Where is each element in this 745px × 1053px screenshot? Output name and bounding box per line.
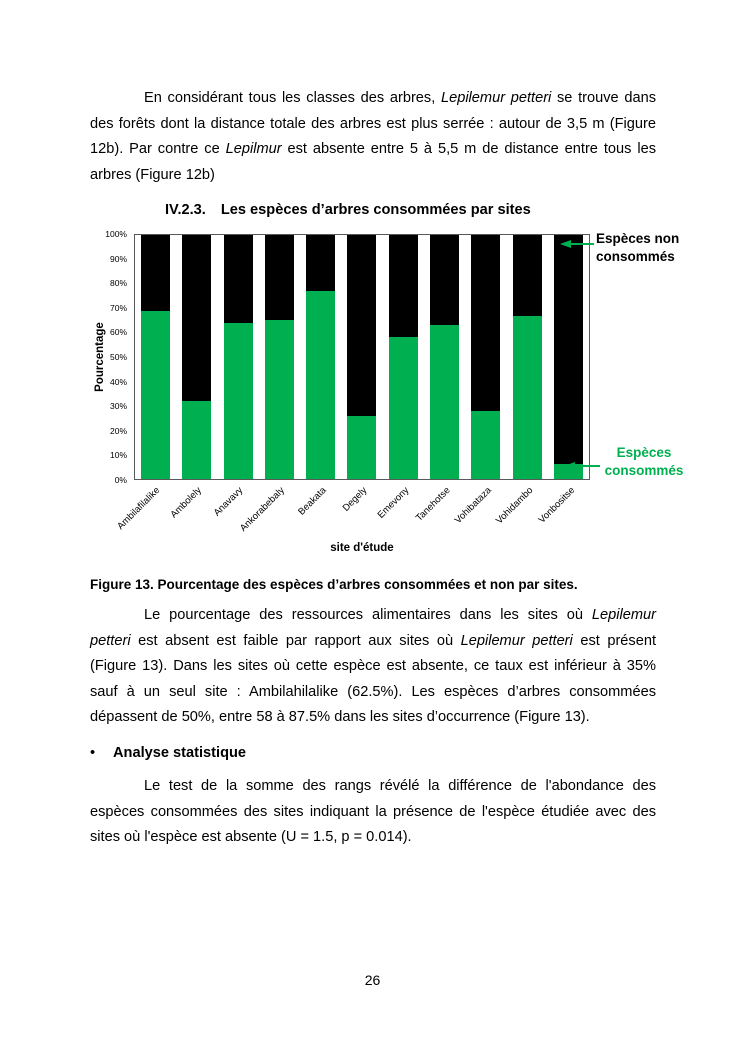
legend-non-consumed-label: Espèces non consommés	[596, 231, 680, 265]
text-run: Le test de la somme des rangs révélé la différence de l'abondance des espèces consommées des sites indiquant la présence de l'espèce étudiée avec des sites où l'espèce est absente (U = 1.5, p = 0.014).	[90, 778, 656, 845]
bar-Ankorabebaly	[265, 235, 294, 479]
y-tick-label: 90%	[109, 253, 127, 264]
x-tick-label: Ambolely	[168, 485, 204, 521]
bar-segment-non-consumed	[389, 235, 418, 337]
y-axis-ticks	[88, 229, 130, 485]
paragraph-results	[90, 603, 656, 731]
y-tick-label: 10%	[109, 450, 127, 461]
species-name-italic: Lepilemur petteri	[90, 607, 656, 649]
arrow-to-consumed-icon	[564, 460, 602, 472]
bar-segment-non-consumed	[306, 235, 335, 291]
x-tick-label: Anavavy	[211, 485, 246, 519]
bar-Vonbositse	[554, 235, 583, 479]
bar-Anavavy	[224, 235, 253, 479]
x-tick-label: Degely	[341, 485, 370, 514]
bar-segment-non-consumed	[182, 235, 211, 401]
bar-segment-non-consumed	[513, 235, 542, 316]
y-tick-label: 70%	[109, 302, 127, 313]
bar-Vohibataza	[471, 235, 500, 479]
bar-segment-non-consumed	[430, 235, 459, 325]
bar-Tanehotse	[430, 235, 459, 479]
x-label-cell	[536, 483, 590, 545]
bar-segment-consumed	[265, 320, 294, 479]
x-tick-label: Vonbositse	[536, 485, 578, 526]
y-axis-title: Pourcentage	[94, 322, 106, 392]
bar-segment-consumed	[141, 311, 170, 479]
bullet-heading-text: Analyse statistique	[113, 744, 247, 761]
x-tick-label: Beakata	[295, 485, 329, 518]
page-content	[90, 86, 684, 851]
x-axis-title: site d'étude	[330, 542, 394, 554]
paragraph-statistics	[90, 774, 656, 851]
species-name-italic: Lepilemur petteri	[440, 90, 552, 106]
y-tick-label: 60%	[109, 327, 127, 338]
paragraph-intro	[90, 86, 656, 188]
page-number: 26	[364, 972, 381, 988]
text-run: est absent est faible par rapport aux sites où	[130, 632, 461, 649]
bar-segment-consumed	[224, 323, 253, 479]
bar-Emevony	[389, 235, 418, 479]
bar-segment-consumed	[471, 411, 500, 479]
text-run: Le pourcentage des ressources alimentaires dans les sites où	[144, 607, 592, 623]
section-heading	[165, 198, 656, 223]
text-run: est absente entre 5 à 5,5 m de distance entre tous les arbres (Figure 12b)	[90, 141, 656, 183]
x-label-cell	[238, 483, 299, 545]
bar-segment-consumed	[347, 416, 376, 479]
arrow-to-non-consumed-icon	[560, 238, 596, 250]
x-tick-label: Ambilafilalike	[115, 485, 163, 532]
x-axis-labels	[115, 483, 590, 545]
y-tick-label: 100%	[105, 229, 127, 239]
text-run: se trouve dans des forêts dont la distance totale des arbres est plus serrée : autour de 3,5 m (Figure 12b). Par contre ce	[90, 90, 656, 157]
bar-segment-non-consumed	[471, 235, 500, 411]
bar-segment-consumed	[513, 316, 542, 479]
x-label-cell	[168, 483, 216, 545]
x-label-cell	[295, 483, 341, 545]
section-number: IV.2.3.	[165, 202, 206, 218]
figure-13-chart	[88, 226, 688, 561]
bar-segment-non-consumed	[141, 235, 170, 311]
plot-area	[134, 234, 590, 480]
x-tick-label: Emevony	[375, 485, 412, 521]
bar-Ambilafilalike	[141, 235, 170, 479]
x-tick-label: Vohibataza	[453, 485, 495, 527]
bullet-analyse-statistique	[90, 741, 656, 767]
bar-Beakata	[306, 235, 335, 479]
bar-Ambolely	[182, 235, 211, 479]
bar-segment-non-consumed	[265, 235, 294, 320]
y-tick-label: 0%	[114, 475, 127, 485]
bar-segment-non-consumed	[347, 235, 376, 416]
x-tick-label: Ankorabebaly	[238, 485, 287, 534]
x-tick-label: Vohidambo	[494, 485, 536, 527]
section-title: Les espèces d’arbres consommées par sites	[220, 202, 531, 218]
y-tick-label: 20%	[109, 425, 127, 436]
y-tick-label: 40%	[109, 376, 127, 387]
y-tick-label: 50%	[109, 352, 127, 362]
figure-caption: Figure 13. Pourcentage des espèces d’arbres consommées et non par sites.	[90, 577, 578, 592]
bar-segment-consumed	[430, 325, 459, 479]
bar-segment-non-consumed	[224, 235, 253, 323]
bar-segment-consumed	[182, 401, 211, 479]
y-tick-label: 80%	[109, 278, 127, 289]
legend-consumed-label: Espèces consommés	[604, 445, 684, 479]
x-tick-label: Tanehotse	[413, 485, 453, 524]
bar-Degely	[347, 235, 376, 479]
bullet-icon: •	[90, 744, 96, 761]
bar-segment-consumed	[306, 291, 335, 479]
species-name-italic: Lepilemur petteri	[460, 632, 573, 649]
bar-segment-consumed	[389, 337, 418, 479]
species-name-italic: Lepilmur	[225, 141, 282, 157]
bar-segment-non-consumed	[554, 235, 583, 464]
bar-Vohidambo	[513, 235, 542, 479]
text-run: est présent (Figure 13). Dans les sites où cette espèce est absente, ce taux est inférieur à 35% sauf à un seul site : Ambilahilalike (62.5%). Les espèces d’arbres consommées dépassent de 50%, entre 58 à 87.5% dans les sites d’occurrence (Figure 13).	[90, 632, 657, 725]
text-run: En considérant tous les classes des arbres,	[144, 90, 441, 106]
bars	[135, 235, 589, 479]
y-tick-label: 30%	[109, 401, 127, 412]
